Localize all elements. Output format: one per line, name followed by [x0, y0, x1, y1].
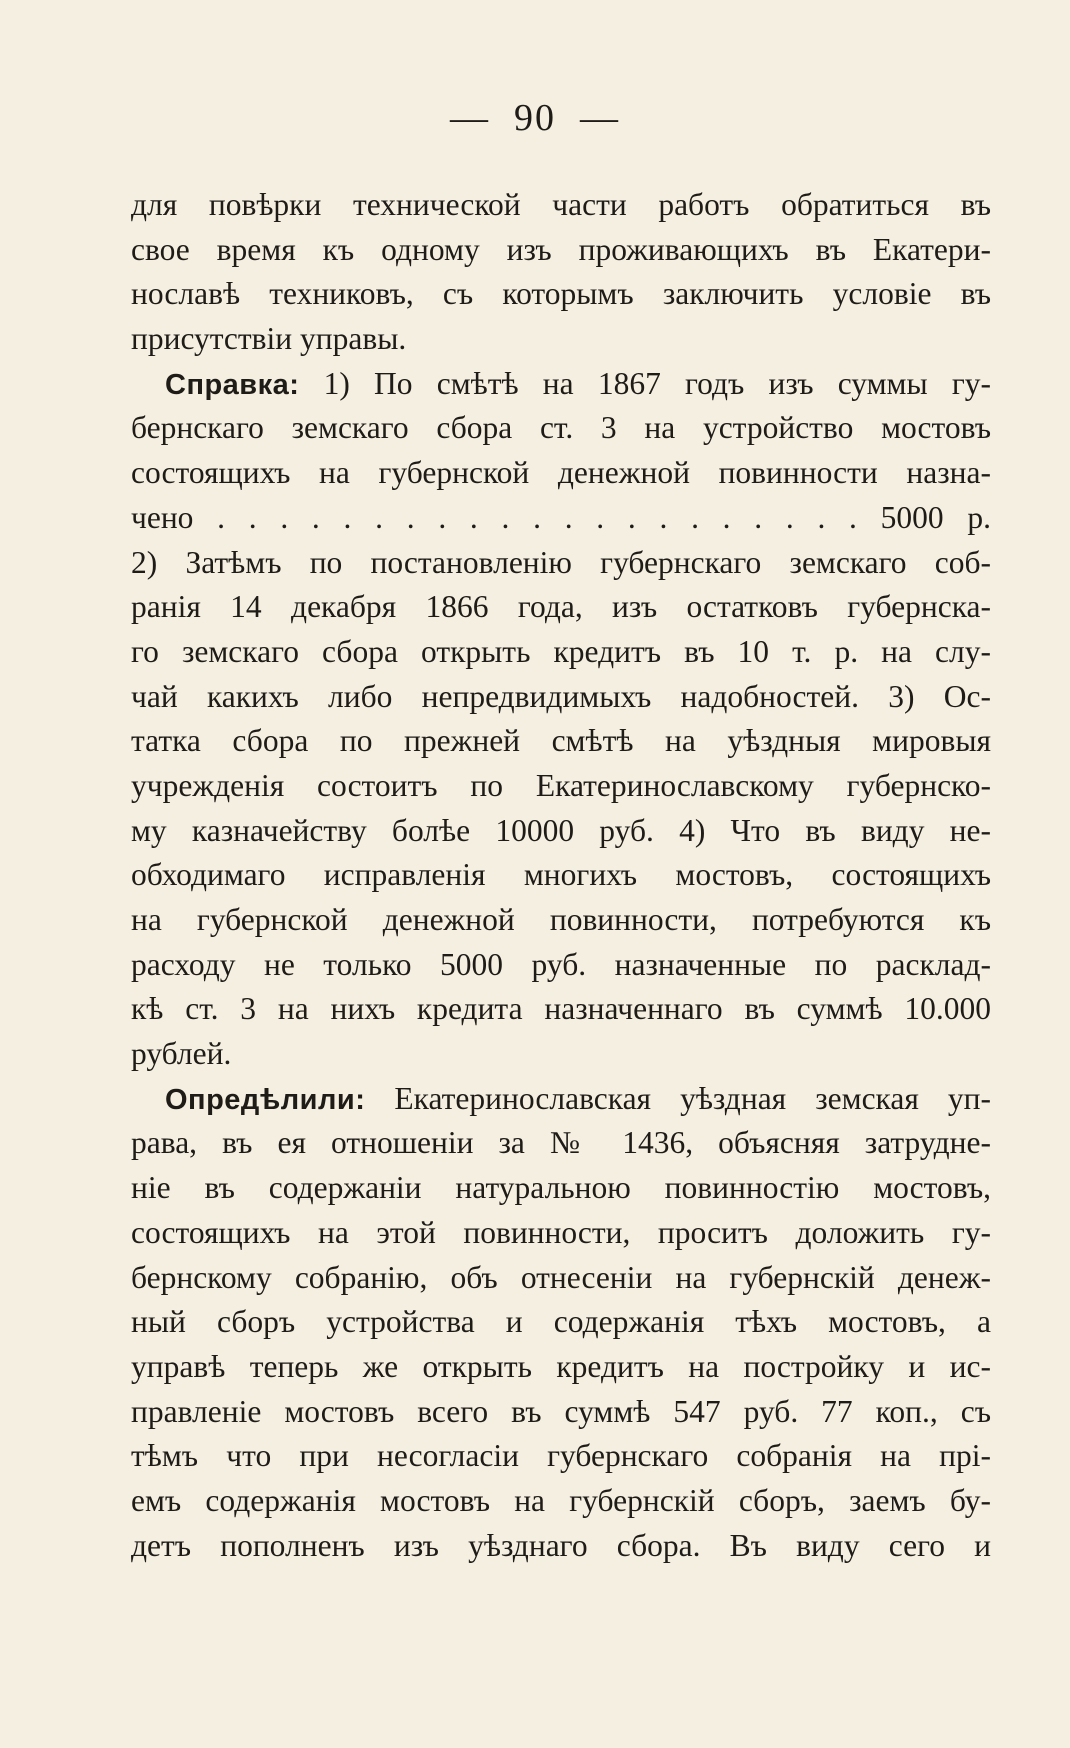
text-line: кѣ ст. 3 на нихъ кредита назначеннаго въ суммѣ 10.000 [131, 991, 991, 1027]
text-line: Справка: 1) По смѣтѣ на 1867 годъ изъ суммы гу- [165, 365, 991, 401]
text-line: для повѣрки технической части работъ обратиться въ [131, 187, 991, 222]
text-line: 2) Затѣмъ по постановленію губернскаго земскаго соб- [131, 544, 991, 580]
text-line: ніе въ содержаніи натуральною повинностію мостовъ, [131, 1170, 991, 1206]
text-line: го земскаго сбора открыть кредитъ въ 10 т. р. на слу- [131, 633, 991, 669]
section-lead-opredelili: Опредѣлили: [165, 1083, 366, 1116]
text-line: свое время къ одному изъ проживающихъ въ Екатери- [131, 231, 991, 267]
page-number-header [0, 96, 1070, 140]
text-line: емъ содержанія мостовъ на губернскій сборъ, заемъ бу- [131, 1482, 991, 1518]
text-line: учрежденія состоитъ по Екатеринославскому губернско- [131, 767, 991, 803]
body-text [131, 183, 991, 1568]
text-line: нославѣ техниковъ, съ которымъ заключить условіе въ [131, 276, 991, 312]
text-line: состоящихъ на этой повинности, проситъ доложить гу- [131, 1214, 991, 1250]
text-line: чено . . . . . . . . . . . . . . . . . . . . . 5000 р. [131, 499, 991, 535]
text-line: рублей. [131, 1036, 232, 1072]
text-line: чай какихъ либо непредвидимыхъ надобностей. 3) Ос- [131, 678, 991, 714]
text-line: рава, въ ея отношеніи за № 1436, объясняя затрудне- [131, 1125, 991, 1161]
text-line: татка сбора по прежней смѣтѣ на уѣздныя мировыя [131, 723, 991, 759]
text-line: ранія 14 декабря 1866 года, изъ остатковъ губернска- [131, 589, 991, 625]
text-line: обходимаго исправленія многихъ мостовъ, состоящихъ [131, 857, 991, 893]
header-dash-right: — [580, 97, 620, 139]
text-line: му казначейству болѣе 10000 руб. 4) Что въ виду не- [131, 812, 991, 848]
text-line: состоящихъ на губернской денежной повинности назна- [131, 455, 991, 491]
header-dash-left: — [450, 97, 490, 139]
text-line: на губернской денежной повинности, потребуются къ [131, 902, 991, 937]
text-line: Опредѣлили: Екатеринославская уѣздная земская уп- [165, 1080, 991, 1116]
text-line: детъ пополненъ изъ уѣзднаго сбора. Въ виду сего и [131, 1527, 991, 1563]
text-line: ный сборъ устройства и содержанія тѣхъ мостовъ, а [131, 1304, 991, 1340]
text-line: правленіе мостовъ всего въ суммѣ 547 руб. 77 коп., съ [131, 1393, 991, 1429]
text-line: управѣ теперь же открыть кредитъ на постройку и ис- [131, 1348, 991, 1384]
page-number: 90 [514, 97, 556, 139]
section-lead-spravka: Справка: [165, 368, 300, 401]
text-line: бернскаго земскаго сбора ст. 3 на устройство мостовъ [131, 410, 991, 446]
text-line: бернскому собранію, объ отнесеніи на губернскій денеж- [131, 1259, 991, 1295]
text-line: тѣмъ что при несогласіи губернскаго собранія на прі- [131, 1438, 991, 1474]
text-line: присутствіи управы. [131, 321, 407, 357]
text-line: расходу не только 5000 руб. назначенные по расклад- [131, 946, 991, 982]
